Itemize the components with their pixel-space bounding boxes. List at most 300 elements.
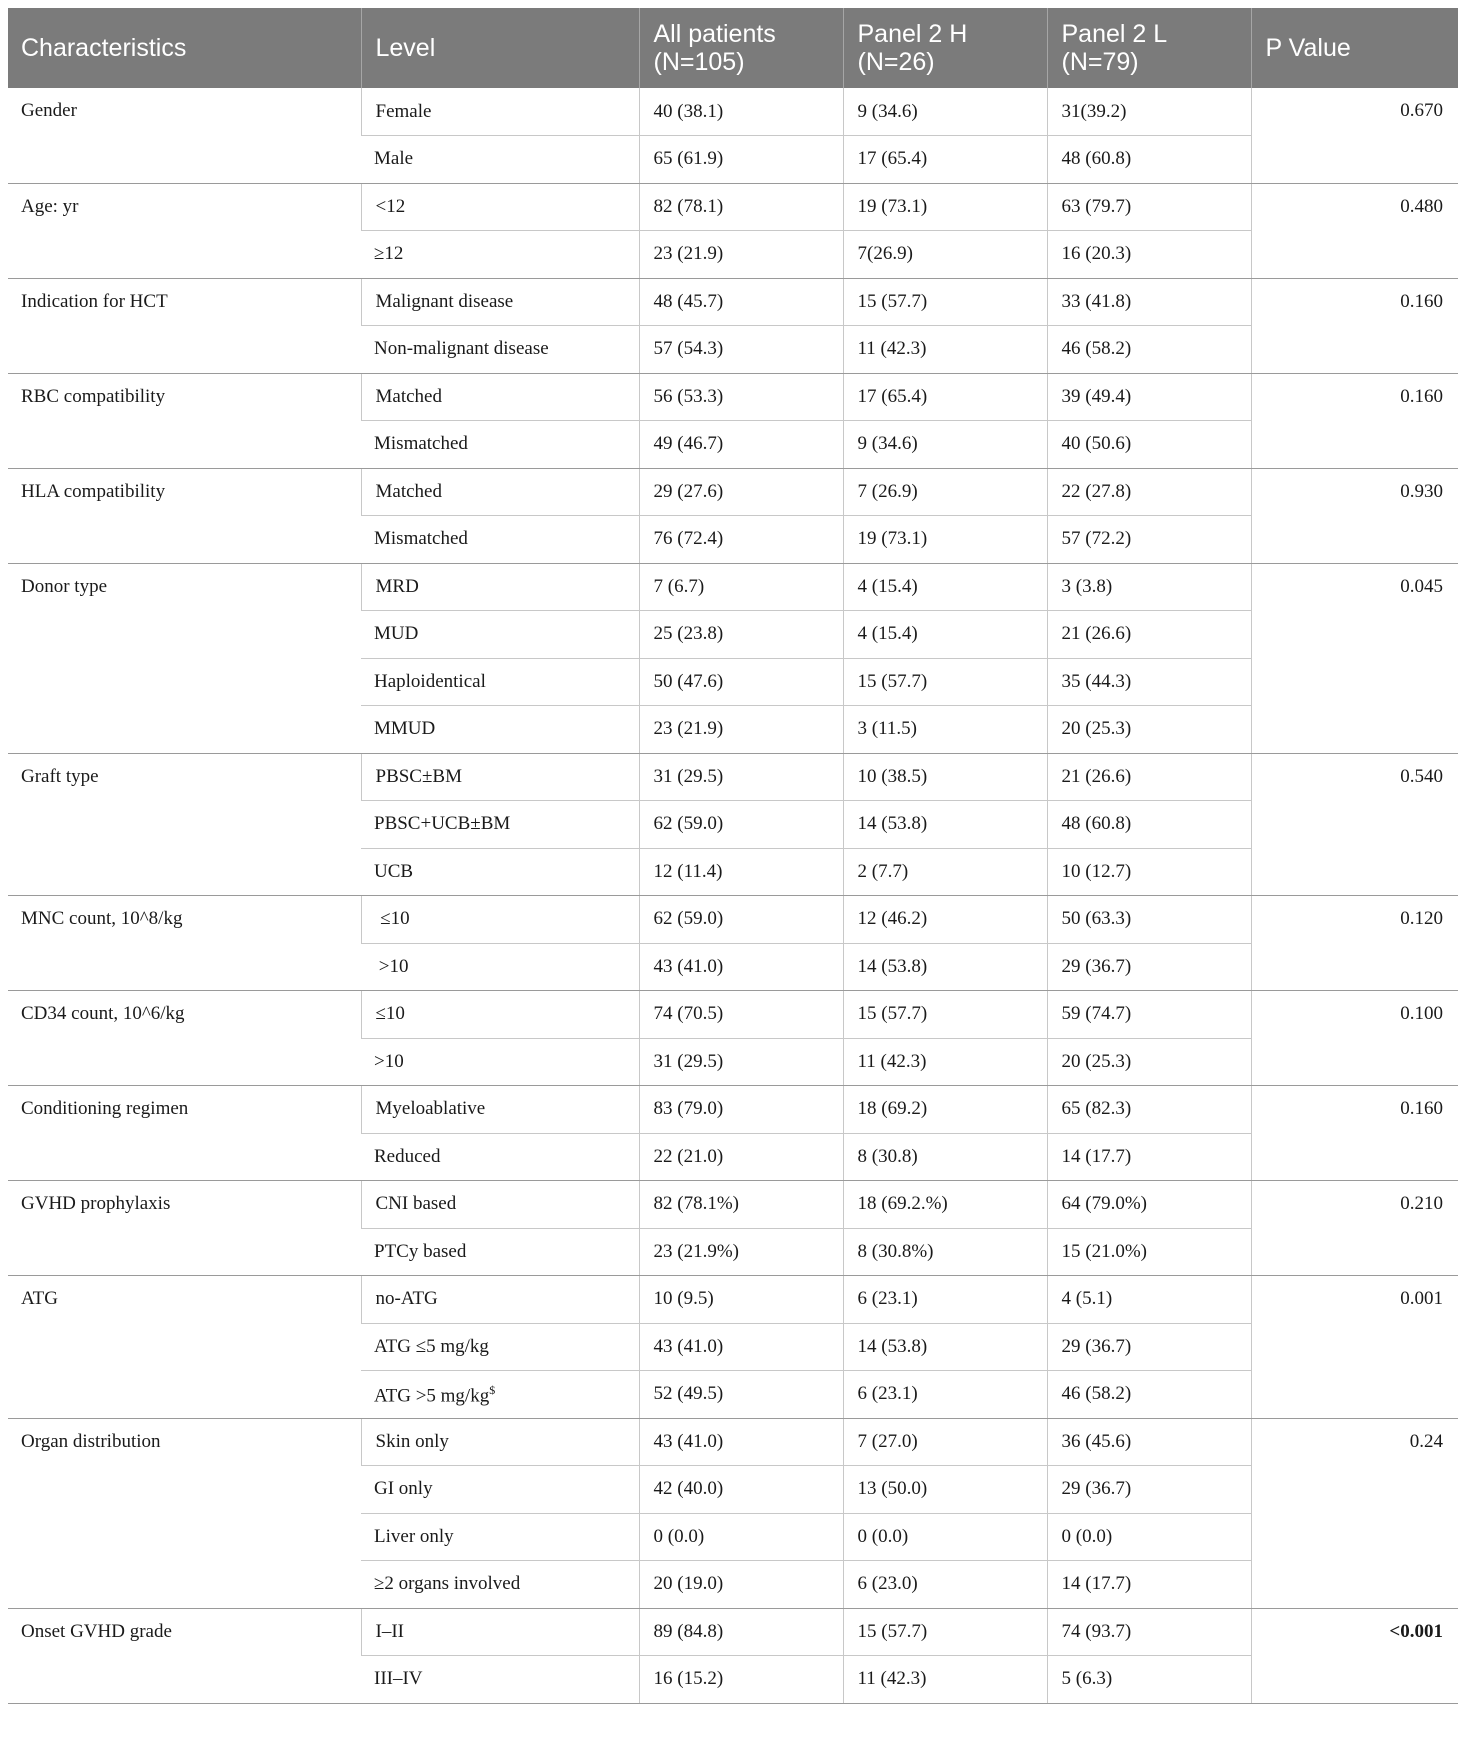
table-row (8, 373, 1458, 421)
panel-2-h-cell (843, 1561, 1047, 1609)
cell-text: 82 (78.1) (653, 195, 724, 217)
cell-text: Non-malignant disease (374, 338, 549, 359)
panel-2-h-cell (843, 896, 1047, 944)
header-characteristics: Characteristics (8, 8, 361, 88)
all-patients-cell (639, 1608, 843, 1656)
cell-text: >10 (374, 1050, 404, 1072)
p-value-cell: 0.540 (1251, 753, 1458, 896)
cell-text: 36 (45.6) (1061, 1430, 1132, 1452)
table-row (8, 88, 1458, 136)
p-value-cell: 0.045 (1251, 563, 1458, 753)
panel-2-l-cell (1047, 421, 1251, 469)
cell-text: 89 (84.8) (653, 1620, 724, 1642)
cell-text: Male (374, 148, 414, 169)
header-all-patients: All patients (N=105) (639, 8, 843, 88)
cell-text: 22 (21.0) (653, 1145, 724, 1167)
panel-2-l-cell (1047, 1228, 1251, 1276)
cell-text: 15 (21.0%) (1061, 1240, 1147, 1262)
cell-text: 4 (15.4) (857, 623, 918, 645)
all-patients-cell (639, 231, 843, 279)
panel-2-l-cell (1047, 1418, 1251, 1466)
cell-text: Female (375, 100, 432, 122)
cell-text: 5 (6.3) (1061, 1668, 1113, 1690)
cell-text: 62 (59.0) (653, 908, 724, 930)
panel-2-l-cell (1047, 896, 1251, 944)
cell-text: I–II (375, 1620, 404, 1642)
characteristic-name: Onset GVHD grade (8, 1608, 361, 1703)
characteristic-name: Organ distribution (8, 1418, 361, 1608)
characteristic-name: GVHD prophylaxis (8, 1181, 361, 1276)
panel-2-l-cell (1047, 563, 1251, 611)
cell-text: 59 (74.7) (1061, 1003, 1132, 1025)
panel-2-h-cell (843, 468, 1047, 516)
panel-2-h-cell (843, 1513, 1047, 1561)
all-patients-cell (639, 1418, 843, 1466)
panel-2-l-cell (1047, 943, 1251, 991)
panel-2-l-cell (1047, 1181, 1251, 1229)
level-cell (361, 1276, 639, 1324)
characteristic-name: RBC compatibility (8, 373, 361, 468)
cell-text: 63 (79.7) (1061, 195, 1132, 217)
cell-text: 18 (69.2.%) (857, 1193, 948, 1215)
panel-2-l-cell (1047, 1038, 1251, 1086)
characteristic-name: MNC count, 10^8/kg (8, 896, 361, 991)
all-patients-cell (639, 1466, 843, 1514)
cell-text: 31(39.2) (1061, 100, 1127, 122)
all-patients-cell (639, 896, 843, 944)
cell-text: 7 (26.9) (857, 480, 918, 502)
cell-text: 6 (23.1) (857, 1288, 918, 1310)
table-header (8, 8, 1458, 88)
panel-2-h-cell (843, 1133, 1047, 1181)
cell-text: GI only (374, 1478, 433, 1499)
cell-text: PBSC±BM (375, 765, 462, 787)
characteristic-name: HLA compatibility (8, 468, 361, 563)
cell-text: 16 (15.2) (653, 1668, 724, 1690)
cell-text: 43 (41.0) (653, 1430, 724, 1452)
p-value-cell: 0.670 (1251, 88, 1458, 183)
panel-2-h-cell (843, 753, 1047, 801)
panel-2-l-cell (1047, 1513, 1251, 1561)
characteristic-name: Graft type (8, 753, 361, 896)
cell-text: 65 (82.3) (1061, 1098, 1132, 1120)
panel-2-l-cell (1047, 801, 1251, 849)
panel-2-l-cell (1047, 991, 1251, 1039)
cell-text: 48 (60.8) (1061, 148, 1132, 170)
cell-text: 15 (57.7) (857, 670, 928, 692)
panel-2-h-cell (843, 1418, 1047, 1466)
cell-text: 76 (72.4) (653, 528, 724, 550)
cell-text: ATG >5 mg/kg (374, 1385, 490, 1407)
all-patients-cell (639, 1038, 843, 1086)
all-patients-cell (639, 991, 843, 1039)
cell-text: 2 (7.7) (857, 860, 909, 882)
cell-text: 49 (46.7) (653, 433, 724, 455)
panel-2-h-cell (843, 183, 1047, 231)
all-patients-cell (639, 278, 843, 326)
cell-text: 6 (23.1) (857, 1383, 918, 1405)
cell-text: 13 (50.0) (857, 1478, 928, 1500)
header-panel-2-h: Panel 2 H (N=26) (843, 8, 1047, 88)
cell-text: 25 (23.8) (653, 623, 724, 645)
panel-2-h-cell (843, 1371, 1047, 1419)
level-cell (361, 88, 639, 136)
panel-2-h-cell (843, 1323, 1047, 1371)
cell-text: Liver only (374, 1525, 454, 1547)
table-row (8, 278, 1458, 326)
cell-text: 14 (17.7) (1061, 1573, 1132, 1595)
cell-text: 14 (53.8) (857, 1335, 928, 1357)
panel-2-l-cell (1047, 1561, 1251, 1609)
panel-2-l-cell (1047, 706, 1251, 754)
all-patients-cell (639, 658, 843, 706)
cell-text: 15 (57.7) (857, 1003, 928, 1025)
level-cell (361, 1038, 639, 1086)
all-patients-cell (639, 1513, 843, 1561)
panel-2-h-cell (843, 373, 1047, 421)
cell-text: 20 (25.3) (1061, 1050, 1132, 1072)
cell-text: <12 (375, 195, 406, 217)
cell-text: MUD (374, 623, 419, 644)
level-cell (361, 801, 639, 849)
cell-text: 10 (12.7) (1061, 860, 1132, 882)
p-value-cell: 0.160 (1251, 278, 1458, 373)
level-cell (361, 468, 639, 516)
panel-2-h-cell (843, 1656, 1047, 1704)
panel-2-h-cell (843, 1038, 1047, 1086)
cell-text: 62 (59.0) (653, 813, 724, 835)
p-value-cell: 0.210 (1251, 1181, 1458, 1276)
level-cell (361, 848, 639, 896)
p-value-cell: 0.160 (1251, 373, 1458, 468)
characteristic-name: Gender (8, 88, 361, 183)
characteristic-name: Donor type (8, 563, 361, 753)
cell-text: 20 (25.3) (1061, 718, 1132, 740)
table-row (8, 753, 1458, 801)
cell-text: III–IV (374, 1668, 423, 1689)
panel-2-l-cell (1047, 1466, 1251, 1514)
cell-text: 0 (0.0) (653, 1525, 705, 1547)
cell-text: ≥2 organs involved (374, 1573, 521, 1594)
panel-2-l-cell (1047, 231, 1251, 279)
cell-text: Myeloablative (375, 1098, 486, 1120)
panel-2-h-cell (843, 231, 1047, 279)
cell-text: 15 (57.7) (857, 1620, 928, 1642)
level-cell (361, 136, 639, 184)
all-patients-cell (639, 326, 843, 374)
cell-text: 29 (36.7) (1061, 955, 1132, 977)
level-cell (361, 1086, 639, 1134)
level-cell (361, 706, 639, 754)
cell-text: UCB (374, 860, 414, 882)
panel-2-l-cell (1047, 516, 1251, 564)
panel-2-h-cell (843, 1228, 1047, 1276)
all-patients-cell (639, 611, 843, 659)
all-patients-cell (639, 1181, 843, 1229)
table-row (8, 1608, 1458, 1656)
panel-2-l-cell (1047, 326, 1251, 374)
table-row (8, 896, 1458, 944)
panel-2-l-cell (1047, 611, 1251, 659)
cell-text: 64 (79.0%) (1061, 1193, 1147, 1215)
cell-text: 56 (53.3) (653, 385, 724, 407)
all-patients-cell (639, 1371, 843, 1419)
cell-text: 9 (34.6) (857, 433, 918, 455)
cell-text: 12 (46.2) (857, 908, 928, 930)
cell-text: 22 (27.8) (1061, 480, 1132, 502)
level-cell (361, 563, 639, 611)
level-cell (361, 1561, 639, 1609)
cell-text: 7(26.9) (857, 243, 913, 265)
cell-text: 3 (11.5) (857, 718, 917, 740)
cell-text: 8 (30.8) (857, 1145, 918, 1167)
all-patients-cell (639, 801, 843, 849)
panel-2-h-cell (843, 991, 1047, 1039)
cell-text: PBSC+UCB±BM (374, 813, 511, 834)
cell-text: PTCy based (374, 1240, 467, 1262)
cell-text: 8 (30.8%) (857, 1240, 934, 1262)
table-row (8, 991, 1458, 1039)
cell-text: 12 (11.4) (653, 860, 723, 882)
all-patients-cell (639, 136, 843, 184)
p-value-cell: 0.100 (1251, 991, 1458, 1086)
panel-2-h-cell (843, 706, 1047, 754)
cell-text: 23 (21.9) (653, 718, 724, 740)
level-cell (361, 753, 639, 801)
cell-text: 11 (42.3) (857, 1668, 927, 1690)
level-cell (361, 991, 639, 1039)
panel-2-l-cell (1047, 278, 1251, 326)
cell-text: 50 (47.6) (653, 670, 724, 692)
panel-2-h-cell (843, 326, 1047, 374)
cell-text: CNI based (375, 1193, 457, 1215)
all-patients-cell (639, 1656, 843, 1704)
cell-text: 29 (27.6) (653, 480, 724, 502)
table-row (8, 1418, 1458, 1466)
p-value-cell: 0.001 (1251, 1276, 1458, 1419)
cell-text: Matched (375, 480, 442, 502)
cell-text: 52 (49.5) (653, 1383, 724, 1405)
cell-text: 11 (42.3) (857, 1050, 927, 1072)
panel-2-h-cell (843, 943, 1047, 991)
cell-text: 19 (73.1) (857, 195, 928, 217)
cell-text: 15 (57.7) (857, 290, 928, 312)
level-cell (361, 1371, 639, 1419)
cell-text: 43 (41.0) (653, 955, 724, 977)
level-cell (361, 1513, 639, 1561)
p-value-cell: 0.160 (1251, 1086, 1458, 1181)
cell-text: 29 (36.7) (1061, 1478, 1132, 1500)
cell-text: 14 (53.8) (857, 813, 928, 835)
table-row (8, 468, 1458, 516)
cell-text: 35 (44.3) (1061, 670, 1132, 692)
cell-text: 3 (3.8) (1061, 575, 1113, 597)
panel-2-h-cell (843, 801, 1047, 849)
all-patients-cell (639, 373, 843, 421)
cell-text: 50 (63.3) (1061, 908, 1132, 930)
cell-text: 43 (41.0) (653, 1335, 724, 1357)
cell-text: 21 (26.6) (1061, 623, 1132, 645)
all-patients-cell (639, 848, 843, 896)
cell-text: 48 (45.7) (653, 290, 724, 312)
cell-text: 57 (72.2) (1061, 528, 1132, 550)
cell-text: 46 (58.2) (1061, 1383, 1132, 1405)
cell-text: 0 (0.0) (1061, 1525, 1113, 1547)
cell-text: Malignant disease (375, 290, 514, 312)
cell-text: 6 (23.0) (857, 1573, 918, 1595)
characteristic-name: Indication for HCT (8, 278, 361, 373)
level-cell (361, 421, 639, 469)
level-cell (361, 1656, 639, 1704)
level-cell (361, 373, 639, 421)
panel-2-h-cell (843, 421, 1047, 469)
characteristic-name: Age: yr (8, 183, 361, 278)
panel-2-l-cell (1047, 136, 1251, 184)
all-patients-cell (639, 1276, 843, 1324)
cell-text: MMUD (374, 718, 436, 739)
all-patients-cell (639, 421, 843, 469)
cell-text: >10 (374, 955, 409, 977)
panel-2-l-cell (1047, 753, 1251, 801)
panel-2-l-cell (1047, 1276, 1251, 1324)
cell-text: 29 (36.7) (1061, 1335, 1132, 1357)
cell-text: 57 (54.3) (653, 338, 724, 360)
level-cell (361, 326, 639, 374)
all-patients-cell (639, 1323, 843, 1371)
panel-2-l-cell (1047, 1371, 1251, 1419)
level-cell (361, 516, 639, 564)
all-patients-cell (639, 468, 843, 516)
all-patients-cell (639, 706, 843, 754)
level-cell (361, 658, 639, 706)
cell-text: 74 (70.5) (653, 1003, 724, 1025)
footnote-marker: $ (489, 1383, 496, 1397)
panel-2-l-cell (1047, 88, 1251, 136)
cell-text: 40 (50.6) (1061, 433, 1132, 455)
cell-text: ≤10 (375, 1003, 405, 1025)
table-row (8, 1276, 1458, 1324)
cell-text: 7 (6.7) (653, 575, 705, 597)
table-row (8, 183, 1458, 231)
all-patients-cell (639, 943, 843, 991)
cell-text: Reduced (374, 1145, 441, 1167)
cell-text: 19 (73.1) (857, 528, 928, 550)
cell-text: no-ATG (375, 1288, 438, 1310)
cell-text: 4 (5.1) (1061, 1288, 1113, 1310)
panel-2-l-cell (1047, 848, 1251, 896)
cell-text: 31 (29.5) (653, 1050, 724, 1072)
characteristics-table (8, 8, 1458, 1704)
panel-2-l-cell (1047, 658, 1251, 706)
all-patients-cell (639, 88, 843, 136)
level-cell (361, 183, 639, 231)
level-cell (361, 1181, 639, 1229)
level-cell (361, 1608, 639, 1656)
cell-text: Mismatched (374, 528, 468, 549)
panel-2-h-cell (843, 88, 1047, 136)
level-cell (361, 1323, 639, 1371)
cell-text: 14 (17.7) (1061, 1145, 1132, 1167)
cell-text: Mismatched (374, 433, 468, 454)
panel-2-h-cell (843, 563, 1047, 611)
panel-2-h-cell (843, 1086, 1047, 1134)
level-cell (361, 278, 639, 326)
level-cell (361, 1418, 639, 1466)
level-cell (361, 231, 639, 279)
level-cell (361, 611, 639, 659)
cell-text: 46 (58.2) (1061, 338, 1132, 360)
cell-text: 21 (26.6) (1061, 765, 1132, 787)
cell-text: ATG ≤5 mg/kg (374, 1335, 489, 1357)
cell-text: 82 (78.1%) (653, 1193, 739, 1215)
level-cell (361, 1228, 639, 1276)
cell-text: 74 (93.7) (1061, 1620, 1132, 1642)
panel-2-h-cell (843, 848, 1047, 896)
panel-2-h-cell (843, 1608, 1047, 1656)
panel-2-l-cell (1047, 1323, 1251, 1371)
cell-text: Matched (375, 385, 442, 407)
all-patients-cell (639, 1086, 843, 1134)
panel-2-l-cell (1047, 373, 1251, 421)
all-patients-cell (639, 753, 843, 801)
cell-text: ≥12 (374, 243, 404, 264)
level-cell (361, 1466, 639, 1514)
cell-text: Skin only (375, 1430, 449, 1452)
cell-text: 17 (65.4) (857, 148, 928, 170)
cell-text: 23 (21.9) (653, 243, 724, 265)
panel-2-h-cell (843, 278, 1047, 326)
all-patients-cell (639, 1133, 843, 1181)
cell-text: 23 (21.9%) (653, 1240, 739, 1262)
cell-text: 20 (19.0) (653, 1573, 724, 1595)
panel-2-l-cell (1047, 468, 1251, 516)
panel-2-h-cell (843, 1276, 1047, 1324)
level-cell (361, 943, 639, 991)
panel-2-l-cell (1047, 1133, 1251, 1181)
cell-text: 65 (61.9) (653, 148, 724, 170)
panel-2-l-cell (1047, 1656, 1251, 1704)
cell-text: 11 (42.3) (857, 338, 927, 360)
characteristic-name: CD34 count, 10^6/kg (8, 991, 361, 1086)
panel-2-h-cell (843, 611, 1047, 659)
cell-text: 83 (79.0) (653, 1098, 724, 1120)
cell-text: 42 (40.0) (653, 1478, 724, 1500)
cell-text: 17 (65.4) (857, 385, 928, 407)
all-patients-cell (639, 1228, 843, 1276)
table-row (8, 563, 1458, 611)
all-patients-cell (639, 563, 843, 611)
table-row (8, 1181, 1458, 1229)
header-level: Level (361, 8, 639, 88)
cell-text: 10 (9.5) (653, 1288, 714, 1310)
cell-text: Haploidentical (374, 670, 486, 692)
table-body (8, 88, 1458, 1703)
p-value-cell: 0.120 (1251, 896, 1458, 991)
panel-2-h-cell (843, 1181, 1047, 1229)
cell-text: 48 (60.8) (1061, 813, 1132, 835)
level-cell (361, 1133, 639, 1181)
characteristic-name: ATG (8, 1276, 361, 1419)
cell-text: 4 (15.4) (857, 575, 918, 597)
cell-text: 14 (53.8) (857, 955, 928, 977)
p-value-cell: 0.480 (1251, 183, 1458, 278)
table-row (8, 1086, 1458, 1134)
panel-2-h-cell (843, 658, 1047, 706)
cell-text: 7 (27.0) (857, 1430, 918, 1452)
p-value-cell: 0.24 (1251, 1418, 1458, 1608)
cell-text: 10 (38.5) (857, 765, 928, 787)
cell-text: ≤10 (375, 908, 410, 930)
